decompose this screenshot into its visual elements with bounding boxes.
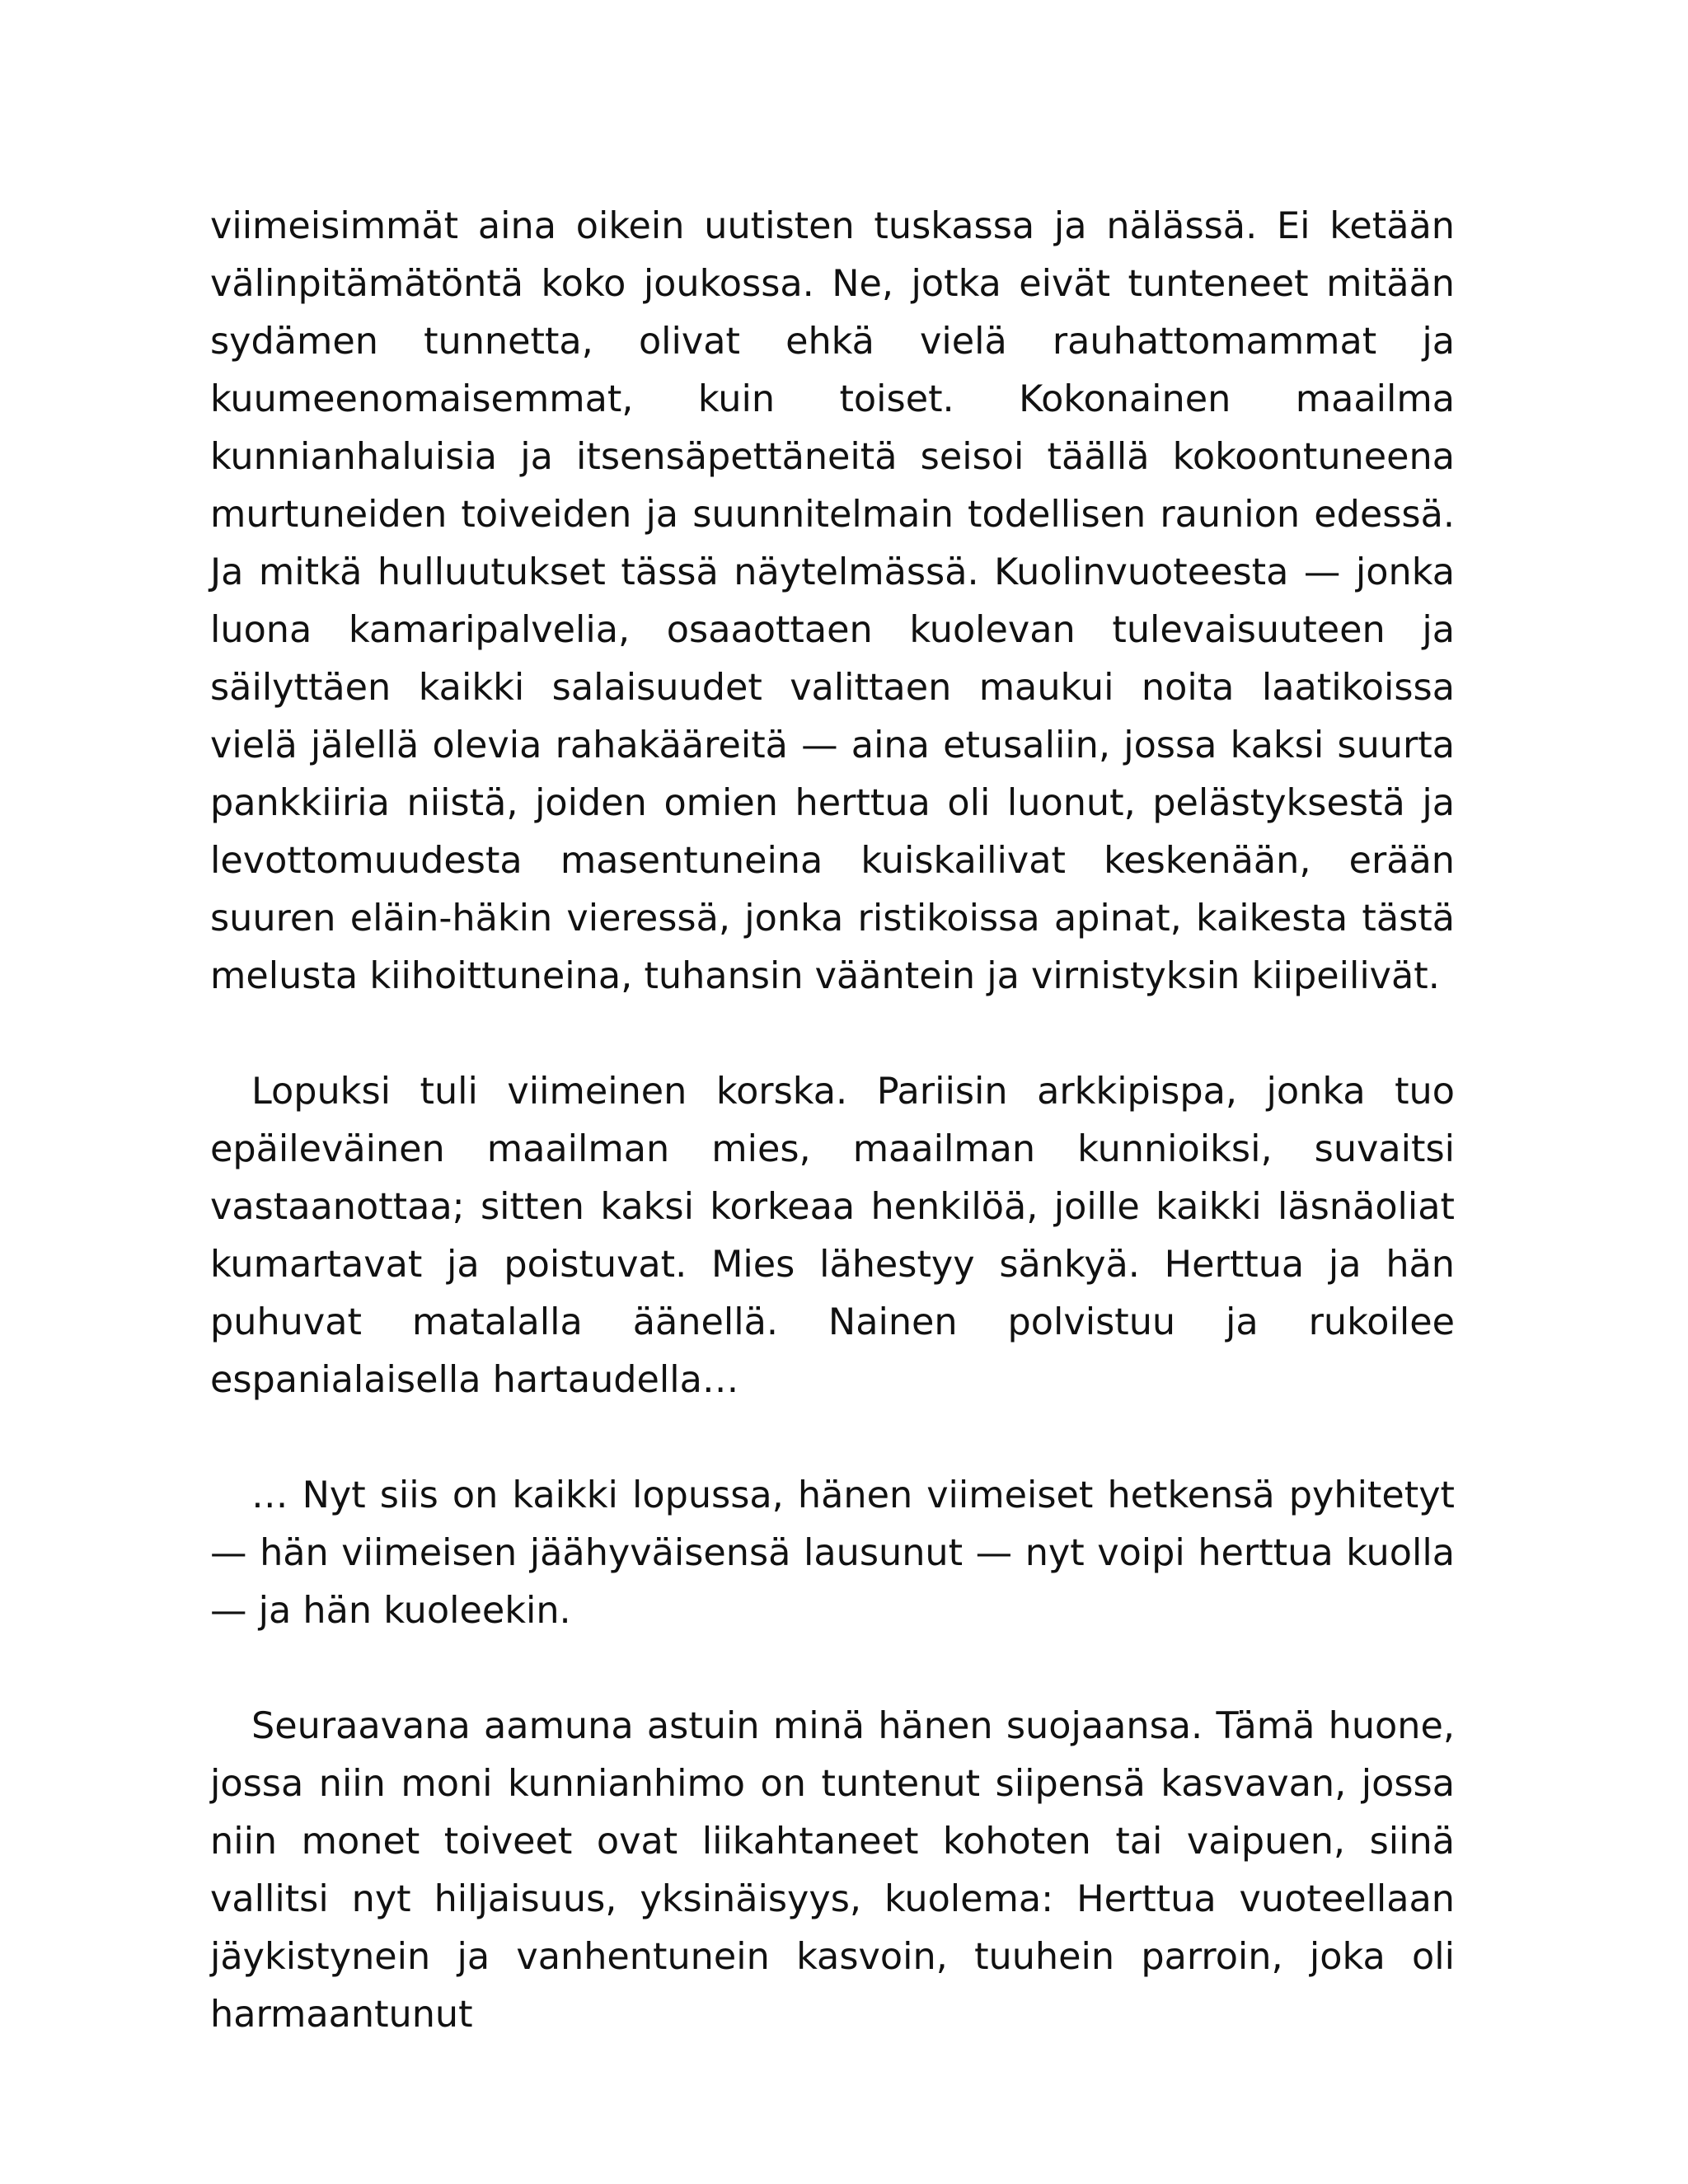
paragraph-3: … Nyt siis on kaikki lopussa, hänen viimeiset hetkensä pyhitetyt — hän viimeisen jäähyväisensä lausunut — nyt voipi herttua kuolla — ja hän kuoleekin. xyxy=(210,1474,1455,1632)
paragraph-2: Lopuksi tuli viimeinen korska. Pariisin arkkipispa, jonka tuo epäileväinen maailman mies, maailman kunnioiksi, suvaitsi vastaanottaa; sitten kaksi korkeaa henkilöä, joille kaikki läsnäoliat kumartavat ja poistuvat. Mies lähestyy sänkyä. Herttua ja hän puhuvat matalalla äänellä. Nainen polvistuu ja rukoilee espanialaisella hartaudella… xyxy=(210,1071,1455,1401)
paragraph-1: viimeisimmät aina oikein uutisten tuskassa ja nälässä. Ei ketään välinpitämätöntä koko joukossa. Ne, jotka eivät tunteneet mitään sydämen tunnetta, olivat ehkä vielä rauhattomammat ja kuumeenomaisemmat, kuin toiset. Kokonainen maailma kunnianhaluisia ja itsensäpettäneitä seisoi täällä kokoontuneena murtuneiden toiveiden ja suunnitelmain todellisen raunion edessä. Ja mitkä hulluutukset tässä näytelmässä. Kuolinvuoteesta — jonka luona kamaripalvelia, osaaottaen kuolevan tulevaisuuteen ja säilyttäen kaikki salaisuudet valittaen maukui noita laatikoissa vielä jälellä olevia rahakääreitä — aina etusaliin, jossa kaksi suurta pankkiiria niistä, joiden omien herttua oli luonut, pelästyksestä ja levottomuudesta masentuneina kuiskailivat keskenään, erään suuren eläin-häkin vieressä, jonka ristikoissa apinat, kaikesta tästä melusta kiihoittuneina, tuhansin vääntein ja virnistyksin kiipeilivät. xyxy=(210,205,1455,997)
body-text xyxy=(210,198,1455,2102)
paragraph-4: Seuraavana aamuna astuin minä hänen suojaansa. Tämä huone, jossa niin moni kunnianhimo on tuntenut siipensä kasvavan, jossa niin monet toiveet ovat liikahtaneet kohoten tai vaipuen, siinä vallitsi nyt hiljaisuus, yksinäisyys, kuolema: Herttua vuoteellaan jäykistynein ja vanhentunein kasvoin, tuuhein parroin, joka oli harmaantunut xyxy=(210,1705,1455,2036)
